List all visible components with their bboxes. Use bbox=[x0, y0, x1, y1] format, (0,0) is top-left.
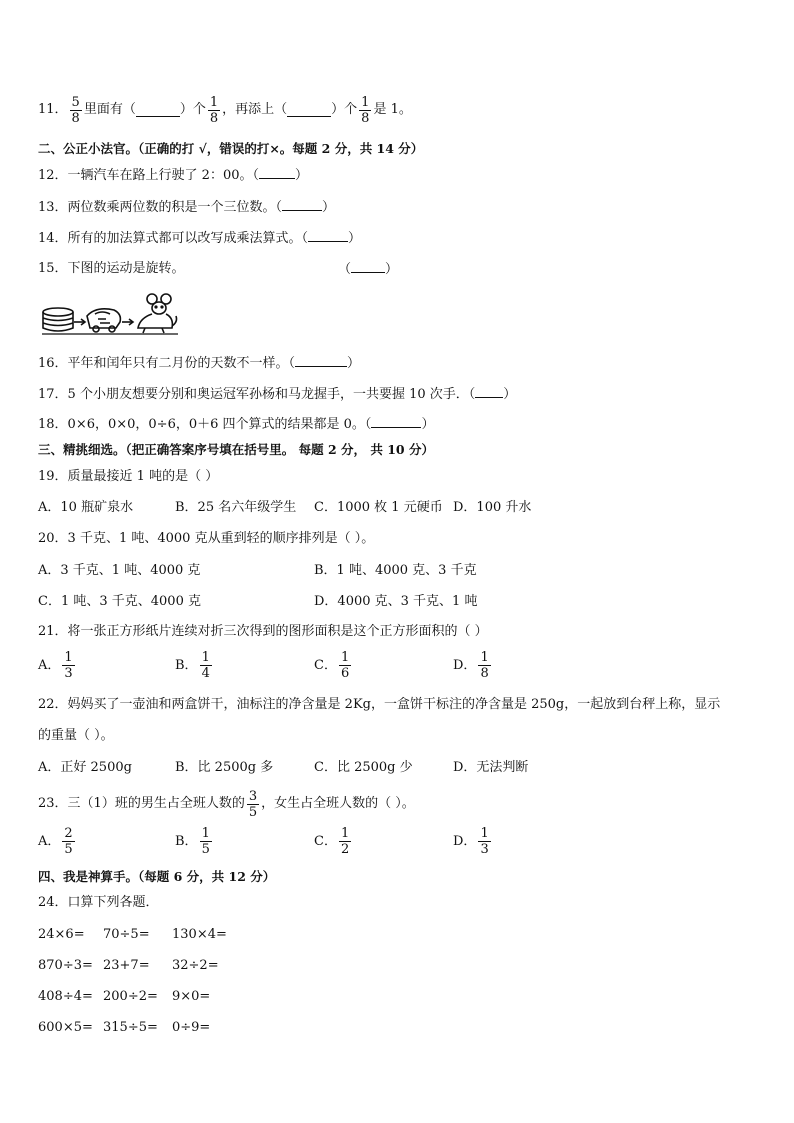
option-c[interactable]: C． $\frac{1}{6}$ bbox=[314, 650, 350, 681]
option-a[interactable]: A． $\frac{2}{5}$ bbox=[38, 826, 73, 857]
option-b[interactable]: B．25 名六年级学生 bbox=[175, 500, 297, 515]
answer-blank[interactable] bbox=[259, 166, 295, 179]
fraction-one-eighth: $\frac{1}{8}$ bbox=[209, 94, 219, 126]
answer-blank[interactable] bbox=[136, 104, 180, 117]
question-12: 12．一辆汽车在路上行驶了 2：00。（ ） bbox=[38, 168, 309, 183]
question-13: 13．两位数乘两位数的积是一个三位数。（ ） bbox=[38, 200, 336, 215]
question-23: 23．三（1）班的男生占全班人数的 $\frac{3}{5}$ ，女生占全班人数的（ ）。 bbox=[38, 788, 415, 820]
calc-item: 870÷3= bbox=[38, 958, 93, 973]
question-number: 11． bbox=[38, 102, 68, 117]
option-c[interactable]: C．比 2500g 少 bbox=[314, 760, 413, 775]
option-a[interactable]: A．正好 2500g bbox=[38, 760, 132, 775]
option-d[interactable]: D． $\frac{1}{3}$ bbox=[453, 826, 489, 857]
option-b[interactable]: B． $\frac{1}{5}$ bbox=[175, 826, 210, 857]
fraction-three-fifths: $\frac{3}{5}$ bbox=[248, 788, 258, 820]
option-a[interactable]: A．10 瓶矿泉水 bbox=[38, 500, 134, 515]
question-15-answer: （ ） bbox=[338, 262, 399, 277]
section-heading: 三、精挑细选。（把正确答案序号填在括号里。 每题 2 分， 共 10 分） bbox=[38, 442, 434, 457]
calc-item: 70÷5= bbox=[103, 927, 150, 942]
question-22-continued: 的重量（ ）。 bbox=[38, 728, 114, 743]
fraction-five-eighths: $\frac{5}{8}$ bbox=[71, 94, 80, 126]
calc-item: 130×4= bbox=[172, 927, 227, 942]
question-15: 15．下图的运动是旋转。 bbox=[38, 261, 185, 276]
answer-blank[interactable] bbox=[282, 198, 322, 211]
option-c[interactable]: C．1 吨、3 千克、4000 克 bbox=[38, 594, 201, 609]
question-19: 19．质量最接近 1 吨的是（ ） bbox=[38, 469, 219, 484]
question-14: 14．所有的加法算式都可以改写成乘法算式。（ ） bbox=[38, 231, 362, 246]
question-20: 20．3 千克、1 吨、4000 克从重到轻的顺序排列是（ ）。 bbox=[38, 531, 375, 546]
option-b[interactable]: B． $\frac{1}{4}$ bbox=[175, 650, 210, 681]
question-22: 22．妈妈买了一壶油和两盒饼干，油标注的净含量是 2Kg，一盒饼干标注的净含量是 250g，一起放到台秤上称，显示 bbox=[38, 697, 721, 712]
option-b[interactable]: B．1 吨、4000 克、3 千克 bbox=[314, 563, 477, 578]
option-d[interactable]: D．4000 克、3 千克、1 吨 bbox=[314, 594, 478, 609]
option-d[interactable]: D．100 升水 bbox=[453, 500, 532, 515]
question-21: 21．将一张正方形纸片连续对折三次得到的图形面积是这个正方形面积的（ ） bbox=[38, 624, 488, 639]
calc-item: 24×6= bbox=[38, 927, 85, 942]
calc-item: 315÷5= bbox=[103, 1020, 158, 1035]
question-11: 11． $\frac{5}{8}$ 里面有（ ）个 $\frac{1}{8}$ ，再添上（ ）个 $\frac{1}{8}$ 是 1。 bbox=[38, 94, 412, 126]
option-d[interactable]: D．无法判断 bbox=[453, 760, 529, 775]
question-18: 18．0×6，0×0，0÷6，0＋6 四个算式的结果都是 0。（ ） bbox=[38, 417, 435, 432]
option-a[interactable]: A．3 千克、1 吨、4000 克 bbox=[38, 563, 201, 578]
section-heading: 二、公正小法官。（正确的打 √，错误的打×。每题 2 分，共 14 分） bbox=[38, 141, 424, 156]
option-c[interactable]: C． $\frac{1}{2}$ bbox=[314, 826, 350, 857]
question-17: 17．5 个小朋友想要分别和奥运冠军孙杨和马龙握手，一共要握 10 次手．（ ） bbox=[38, 387, 517, 402]
calc-item: 408÷4= bbox=[38, 989, 93, 1004]
option-c[interactable]: C．1000 枚 1 元硬币 bbox=[314, 500, 443, 515]
calc-item: 200÷2= bbox=[103, 989, 158, 1004]
section-heading: 四、我是神算手。（每题 6 分，共 12 分） bbox=[38, 869, 276, 884]
calc-item: 600×5= bbox=[38, 1020, 93, 1035]
answer-blank[interactable] bbox=[475, 385, 503, 398]
calc-item: 0÷9= bbox=[172, 1020, 211, 1035]
option-b[interactable]: B．比 2500g 多 bbox=[175, 760, 274, 775]
fraction-one-eighth: $\frac{1}{8}$ bbox=[361, 94, 370, 126]
answer-blank[interactable] bbox=[371, 415, 421, 428]
question-16: 16．平年和闰年只有二月份的天数不一样。（ ） bbox=[38, 356, 361, 371]
answer-blank[interactable] bbox=[287, 104, 331, 117]
answer-blank[interactable] bbox=[308, 229, 348, 242]
option-a[interactable]: A． $\frac{1}{3}$ bbox=[38, 650, 73, 681]
calc-item: 9×0= bbox=[172, 989, 211, 1004]
answer-blank[interactable] bbox=[351, 260, 385, 273]
motion-illustration bbox=[40, 292, 180, 336]
option-d[interactable]: D． $\frac{1}{8}$ bbox=[453, 650, 489, 681]
calc-item: 23+7= bbox=[103, 958, 150, 973]
answer-blank[interactable] bbox=[295, 354, 347, 367]
calc-item: 32÷2= bbox=[172, 958, 219, 973]
question-24: 24．口算下列各题． bbox=[38, 895, 159, 910]
